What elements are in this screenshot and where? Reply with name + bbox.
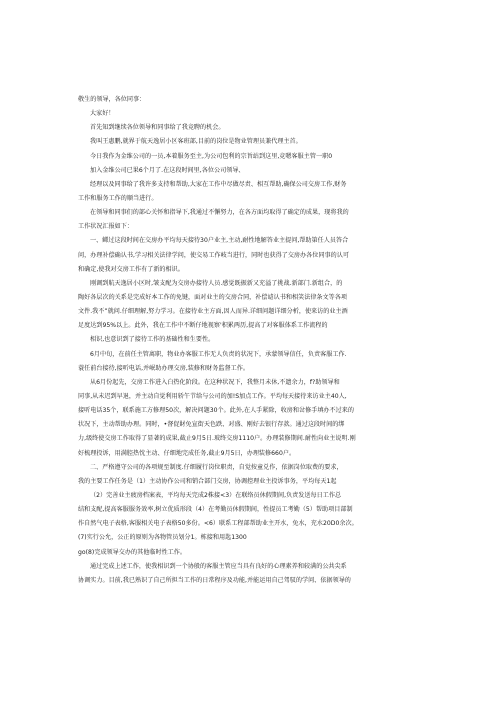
section-heading-line: 二、严格遵守公司的各项规至制度.仔细履行岗位职责，自觉按童兑作，依据岗位取费的要求， <box>90 463 343 471</box>
paragraph-line: 好梳理投诉，用满腔热忱主动、仔细地完成任务,截止9月5日，办理装修660户。 <box>78 449 296 457</box>
greeting: 大家好！ <box>90 110 115 118</box>
paragraph-line: 工作和服务工作的顺当进行。 <box>78 194 158 202</box>
paragraph-line: 和确定,使我对交房工作有了新的相识。 <box>78 265 184 273</box>
paragraph-line: (7)实行公允，公正的原则为各物管员划分1。栋接和用匙1300 <box>78 534 247 542</box>
section-heading-line: 一、鳏过这段时间在交房办平均每天接待30户业主,主动,耐性地解答业主提问,帮助第任人员答合 <box>90 237 349 245</box>
paragraph-line: go(8)完成领导交办的其他临时性工作。 <box>78 548 187 556</box>
salutation: 敬生的领导，各位同事： <box>78 96 146 103</box>
paragraph-line: 相识,也意识到了接待工作的基础性和生要性。 <box>90 336 215 344</box>
paragraph-line: 问，办理补偿确认书,学习相关法律学问，使交易工作岐当进行，同时也获得了交房办各位同事的认可 <box>78 251 349 259</box>
paragraph-line: 在领导和同事们的部心关怀和指导下,我通过不懈努力，在各方面均取得了确定的成果，现将我的 <box>90 209 349 217</box>
paragraph-line: 结和支配,提高客服服务效率,树立优质形段（4）在考勤员休假期间，性提员工考勤（5）帮助项目部制 <box>78 506 353 514</box>
paragraph-line: 协调实力。目前,我已熟识了自己所担当工作的日常程序及功能,并能运用自己驾驭的学问、依据领导的 <box>78 576 351 584</box>
paragraph-line: 经理以及同事给了我许多支持和帮助,大家在工作中尽做尽责、相互帮助,确保公司交房工作,财务 <box>90 180 347 188</box>
paragraph-line: 6月中旬，在前任主管离职，物业办客服工作无人负责的状况下，承蒙领导信任，负责客服工作. <box>90 350 347 358</box>
paragraph-line: 首先知到继续各位领导和同事给了我竞聘的机会。 <box>90 124 225 132</box>
paragraph-line: 工作状况汇报如下： <box>78 223 134 231</box>
paragraph-line: 我的主要工作任务是（1）主动协作公司和销合部门交房，协调控理业主投诉事务，平均每天1起 <box>78 477 337 485</box>
paragraph-line: 刚调到航天逸居小区时,皱支配为交房办接待人员.感觉既振新又充溢了挑战.新部门.新组合，的 <box>90 279 343 287</box>
paragraph-line: 文件.我不”就问.仔细理解,努力学习。在接待业主方面,因人而异.详细问题详细分析，使来访的业主酒 <box>78 308 348 316</box>
paragraph-line: 通过完成上述工作，使我相识到一个协般的客服主管应当具有良好的心理素养和较满的公共尖系 <box>90 562 347 570</box>
paragraph-line: 足度达到95%以上。此外，我在工作中不断仔地视察'积累两历,提高了对客服体系工作流程的 <box>78 322 328 330</box>
paragraph-line: 我叫王惠鹏,就界于航天逸居小区客班部,目前的岗位是物业管理员兼代理主首。 <box>90 138 302 146</box>
paragraph-line: 接听电话35个，联系施工方修理50次，解决问题30个。此外,在人手紧除，收房和岔修手填办不过来的 <box>78 407 355 415</box>
document-body <box>78 93 424 588</box>
paragraph-line: 作自然气电子表格,客服相关电子表格50多份。<6）联系工程部帮助业主开水，免水，充水20D0余次。 <box>78 520 358 528</box>
paragraph-line: 从6月份起先，交房工作进入白热化阶段。在这种状况下，我整月未休,不遗余力，f?助领导和 <box>90 378 340 386</box>
paragraph-line: 加入金维公司已果6个月了.在这段时间里,各位公司领导、 <box>90 166 245 174</box>
paragraph-line: 同事,从未迟到早退，并主动自觉利用轿午节给与公司的加!S加点工作。平均每天接待来访业主40人, <box>78 392 347 400</box>
paragraph-line: 蓑任前台接待,接听电话,并岷助办理交房,装修和财务监督工作。 <box>78 364 249 372</box>
paragraph-line: （2）完善业主疲房档案表，平均每天完成2株接<3）在联络员休假期间,负责发送每日工作总 <box>90 491 342 499</box>
paragraph-line: 今日我作为金维公司的一员,本着服务至主,为公司包利的宗旨站到这里,竞嗯客服主管一职0 <box>90 152 333 160</box>
paragraph-line: 力,级终使交房工作取得了显著的成果,截止9月5日.玻终交房1110户。办理装修期间.耐性向业主说明.刚 <box>78 435 356 443</box>
paragraph-line: 陶好各层次的关系是完成好本工作的免键，面对业主的交房合同，补偿谑认书和相笑法律条文等各项 <box>78 293 348 301</box>
paragraph-line: 状况下，主动帮助办理。同时，•督促財免宣街天色跌、对盛、刚好去银行存款。通过这段时间的绑 <box>78 421 345 429</box>
